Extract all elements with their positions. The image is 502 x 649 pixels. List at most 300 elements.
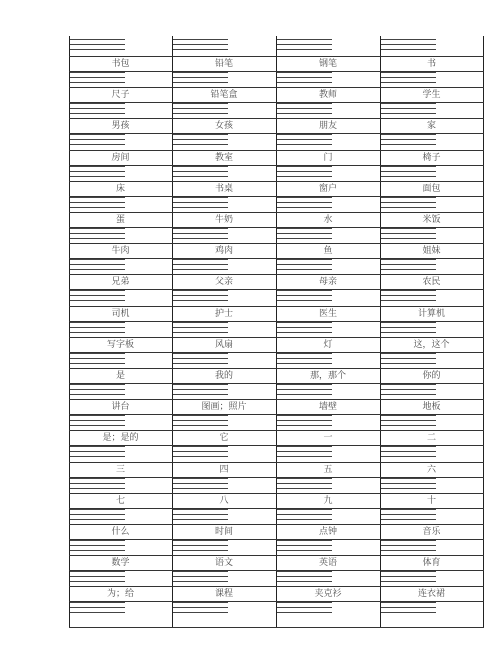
- writing-line: [173, 44, 228, 45]
- writing-line: [173, 545, 228, 546]
- writing-line: [381, 72, 436, 73]
- writing-line: [277, 269, 332, 270]
- writing-line: [277, 264, 332, 265]
- vocab-word: 点钟: [318, 527, 337, 537]
- writing-line: [381, 384, 436, 385]
- writing-line: [70, 514, 125, 515]
- writing-line: [277, 171, 332, 172]
- writing-line: [70, 176, 125, 177]
- writing-line: [381, 44, 436, 45]
- vocab-word: 女孩: [214, 121, 233, 132]
- writing-line: [173, 103, 228, 104]
- writing-line: [70, 290, 125, 291]
- writing-line: [70, 103, 125, 104]
- writing-line: [173, 264, 228, 265]
- row-rule: [69, 570, 484, 571]
- writing-line: [277, 197, 332, 198]
- writing-line: [381, 545, 436, 546]
- writing-line: [70, 269, 125, 270]
- writing-line: [173, 290, 228, 291]
- writing-line: [277, 456, 332, 457]
- writing-line: [70, 571, 125, 572]
- vocab-word: 牛肉: [111, 246, 130, 257]
- writing-line: [173, 82, 228, 83]
- row-rule: [69, 414, 484, 415]
- writing-line: [70, 238, 125, 239]
- writing-line: [70, 197, 125, 198]
- writing-line: [173, 233, 228, 234]
- writing-line: [173, 238, 228, 239]
- row-rule: [69, 71, 484, 72]
- writing-line: [173, 519, 228, 520]
- vocab-word: 二: [426, 433, 436, 444]
- writing-line: [70, 384, 125, 385]
- vocab-word: 体育: [422, 558, 441, 569]
- writing-line: [70, 44, 125, 45]
- writing-line: [277, 488, 332, 489]
- vocab-word: 母亲: [318, 277, 337, 288]
- writing-line: [173, 394, 228, 395]
- writing-line: [173, 488, 228, 489]
- vocab-word: 姐妹: [422, 246, 441, 257]
- writing-line: [173, 612, 228, 613]
- writing-line: [173, 49, 228, 50]
- writing-line: [381, 425, 436, 426]
- writing-line: [381, 49, 436, 50]
- writing-line: [277, 545, 332, 546]
- writing-line: [173, 509, 228, 510]
- writing-line: [70, 612, 125, 613]
- vocab-word: 学生: [422, 90, 441, 101]
- vocab-word: 我的: [214, 371, 233, 381]
- vocab-word: 门: [323, 152, 333, 163]
- writing-line: [381, 456, 436, 457]
- vocab-word: 数学: [111, 558, 130, 569]
- writing-line: [381, 612, 436, 613]
- writing-line: [70, 207, 125, 208]
- vocab-word: 房间: [111, 152, 130, 163]
- writing-line: [70, 488, 125, 489]
- writing-line: [381, 77, 436, 78]
- vocab-word: 什么: [111, 527, 130, 537]
- vocab-word: 尺子: [111, 90, 130, 101]
- writing-line: [70, 49, 125, 50]
- writing-line: [381, 134, 436, 135]
- vocab-word: 三: [115, 464, 125, 475]
- writing-line: [381, 139, 436, 140]
- writing-line: [173, 176, 228, 177]
- row-rule: [69, 227, 484, 228]
- writing-line: [70, 332, 125, 333]
- writing-line: [70, 72, 125, 73]
- writing-line: [277, 425, 332, 426]
- writing-line: [173, 134, 228, 135]
- vocab-word: 护士: [214, 308, 233, 319]
- writing-line: [173, 327, 228, 328]
- vocab-word: 椅子: [422, 152, 441, 163]
- writing-line: [381, 602, 436, 603]
- writing-line: [173, 295, 228, 296]
- writing-line: [381, 238, 436, 239]
- writing-line: [70, 456, 125, 457]
- vocab-word: 是: [115, 371, 125, 381]
- writing-line: [277, 363, 332, 364]
- writing-line: [70, 139, 125, 140]
- writing-line: [70, 264, 125, 265]
- vocab-word: 朋友: [318, 121, 337, 132]
- writing-line: [381, 358, 436, 359]
- writing-line: [173, 576, 228, 577]
- writing-line: [381, 415, 436, 416]
- writing-line: [277, 103, 332, 104]
- writing-line: [70, 108, 125, 109]
- writing-line: [277, 139, 332, 140]
- vocab-word: 蛋: [115, 215, 125, 225]
- vocab-word: 医生: [318, 308, 337, 319]
- writing-line: [173, 456, 228, 457]
- writing-line: [381, 488, 436, 489]
- writing-line: [70, 259, 125, 260]
- vocab-word: 语文: [214, 558, 233, 569]
- writing-line: [173, 113, 228, 114]
- writing-line: [277, 540, 332, 541]
- writing-line: [173, 39, 228, 40]
- vocab-word: 图画；照片: [201, 402, 247, 413]
- writing-line: [70, 519, 125, 520]
- writing-line: [173, 446, 228, 447]
- writing-line: [70, 415, 125, 416]
- writing-line: [70, 581, 125, 582]
- row-rule: [69, 352, 484, 353]
- writing-line: [381, 332, 436, 333]
- writing-line: [70, 202, 125, 203]
- row-rule: [69, 383, 484, 384]
- writing-line: [70, 451, 125, 452]
- writing-line: [173, 358, 228, 359]
- writing-line: [277, 353, 332, 354]
- writing-line: [277, 394, 332, 395]
- writing-line: [277, 77, 332, 78]
- writing-line: [173, 514, 228, 515]
- row-rule: [69, 102, 484, 103]
- writing-line: [173, 415, 228, 416]
- vocab-word: 窗户: [318, 183, 337, 194]
- writing-line: [173, 602, 228, 603]
- writing-line: [173, 451, 228, 452]
- writing-line: [277, 44, 332, 45]
- vocab-word: 墙壁: [318, 402, 337, 413]
- writing-line: [381, 103, 436, 104]
- writing-line: [277, 576, 332, 577]
- vocab-word: 六: [426, 464, 436, 475]
- writing-line: [381, 39, 436, 40]
- writing-line: [277, 300, 332, 301]
- vocab-word: 这，这个: [413, 339, 450, 350]
- writing-line: [277, 176, 332, 177]
- writing-line: [277, 519, 332, 520]
- writing-line: [173, 425, 228, 426]
- writing-line: [173, 139, 228, 140]
- writing-line: [70, 327, 125, 328]
- writing-line: [381, 228, 436, 229]
- writing-line: [173, 483, 228, 484]
- vocab-word: 那，那个: [309, 371, 346, 381]
- writing-line: [277, 228, 332, 229]
- writing-line: [70, 228, 125, 229]
- writing-line: [70, 77, 125, 78]
- row-rule: [69, 477, 484, 478]
- writing-line: [173, 540, 228, 541]
- row-rule: [69, 601, 484, 602]
- writing-line: [173, 478, 228, 479]
- vocab-word: 连衣裙: [417, 589, 445, 600]
- vocab-word: 你的: [422, 371, 441, 381]
- writing-line: [70, 82, 125, 83]
- vocab-word: 为；给: [106, 589, 134, 600]
- writing-line: [277, 134, 332, 135]
- writing-line: [70, 550, 125, 551]
- writing-line: [70, 353, 125, 354]
- writing-line: [277, 478, 332, 479]
- writing-line: [70, 300, 125, 301]
- writing-line: [277, 602, 332, 603]
- writing-line: [173, 332, 228, 333]
- vocab-word: 五: [323, 464, 333, 475]
- writing-line: [381, 483, 436, 484]
- writing-line: [381, 446, 436, 447]
- writing-line: [381, 269, 436, 270]
- vocab-word: 课程: [214, 589, 233, 600]
- vocab-word: 牛奶: [214, 215, 233, 225]
- writing-line: [70, 322, 125, 323]
- vocab-word: 教室: [214, 152, 233, 163]
- writing-line: [277, 82, 332, 83]
- writing-line: [70, 39, 125, 40]
- row-rule: [69, 445, 484, 446]
- writing-line: [70, 602, 125, 603]
- vocab-word: 兄弟: [111, 277, 130, 288]
- writing-line: [277, 514, 332, 515]
- writing-line: [70, 545, 125, 546]
- writing-line: [381, 166, 436, 167]
- writing-line: [277, 202, 332, 203]
- writing-line: [70, 576, 125, 577]
- writing-line: [70, 394, 125, 395]
- writing-line: [70, 509, 125, 510]
- vocabulary-worksheet: [69, 36, 484, 628]
- writing-line: [70, 425, 125, 426]
- writing-line: [277, 322, 332, 323]
- writing-line: [173, 363, 228, 364]
- writing-line: [173, 607, 228, 608]
- writing-line: [277, 166, 332, 167]
- writing-line: [173, 144, 228, 145]
- vocab-word: 风扇: [214, 339, 233, 350]
- writing-line: [381, 207, 436, 208]
- writing-line: [381, 295, 436, 296]
- vocab-word: 水: [323, 215, 333, 225]
- writing-line: [173, 202, 228, 203]
- writing-line: [173, 300, 228, 301]
- writing-line: [173, 77, 228, 78]
- writing-line: [70, 113, 125, 114]
- vocab-word: 音乐: [422, 527, 441, 537]
- writing-line: [173, 550, 228, 551]
- vocab-word: 计算机: [417, 308, 445, 319]
- vocab-word: 十: [426, 495, 436, 506]
- row-rule: [69, 627, 484, 628]
- writing-line: [173, 197, 228, 198]
- vocab-word: 米饭: [422, 215, 441, 225]
- writing-line: [277, 72, 332, 73]
- writing-line: [381, 108, 436, 109]
- writing-line: [381, 550, 436, 551]
- writing-line: [70, 144, 125, 145]
- writing-line: [70, 389, 125, 390]
- vocab-word: 写字板: [106, 339, 134, 350]
- writing-line: [173, 207, 228, 208]
- writing-line: [381, 451, 436, 452]
- vocab-word: 九: [323, 495, 333, 506]
- writing-line: [381, 576, 436, 577]
- writing-line: [277, 207, 332, 208]
- writing-line: [381, 514, 436, 515]
- writing-line: [277, 509, 332, 510]
- vocab-word: 七: [115, 495, 125, 506]
- vocab-word: 鱼: [323, 246, 333, 257]
- writing-line: [277, 451, 332, 452]
- writing-line: [381, 322, 436, 323]
- vocab-word: 时间: [214, 527, 233, 537]
- writing-line: [381, 202, 436, 203]
- writing-line: [70, 358, 125, 359]
- writing-line: [173, 581, 228, 582]
- vocab-word: 它: [219, 433, 229, 444]
- writing-line: [173, 322, 228, 323]
- writing-line: [381, 300, 436, 301]
- writing-line: [277, 612, 332, 613]
- writing-line: [277, 39, 332, 40]
- row-rule: [69, 539, 484, 540]
- vocab-word: 家: [426, 121, 436, 132]
- writing-line: [70, 607, 125, 608]
- writing-line: [277, 233, 332, 234]
- row-rule: [69, 289, 484, 290]
- row-rule: [69, 165, 484, 166]
- writing-line: [173, 259, 228, 260]
- writing-line: [381, 171, 436, 172]
- writing-line: [70, 363, 125, 364]
- row-rule: [69, 321, 484, 322]
- writing-line: [277, 238, 332, 239]
- writing-line: [70, 166, 125, 167]
- writing-line: [381, 264, 436, 265]
- writing-line: [277, 295, 332, 296]
- writing-line: [277, 389, 332, 390]
- writing-line: [381, 607, 436, 608]
- writing-line: [277, 113, 332, 114]
- vocab-word: 鸡肉: [214, 246, 233, 257]
- writing-line: [277, 108, 332, 109]
- writing-line: [277, 415, 332, 416]
- writing-line: [70, 420, 125, 421]
- vocab-word: 面包: [422, 183, 441, 194]
- vocab-word: 地板: [422, 402, 441, 413]
- writing-line: [70, 540, 125, 541]
- writing-line: [277, 550, 332, 551]
- vocab-word: 农民: [422, 277, 441, 288]
- writing-line: [173, 72, 228, 73]
- writing-line: [381, 478, 436, 479]
- writing-line: [381, 420, 436, 421]
- vocab-word: 书桌: [214, 183, 233, 194]
- writing-line: [70, 483, 125, 484]
- writing-line: [277, 607, 332, 608]
- writing-line: [173, 420, 228, 421]
- writing-line: [381, 519, 436, 520]
- row-rule: [69, 508, 484, 509]
- writing-line: [173, 166, 228, 167]
- vocab-word: 教师: [318, 90, 337, 101]
- row-rule: [69, 196, 484, 197]
- row-rule: [69, 258, 484, 259]
- writing-line: [277, 259, 332, 260]
- writing-line: [277, 420, 332, 421]
- writing-line: [381, 581, 436, 582]
- vocab-word: 铅笔: [214, 59, 233, 69]
- vocab-word: 夹克衫: [314, 589, 342, 600]
- writing-line: [381, 290, 436, 291]
- writing-line: [277, 571, 332, 572]
- writing-line: [70, 478, 125, 479]
- vocab-word: 司机: [111, 308, 130, 319]
- vocab-word: 四: [219, 464, 229, 475]
- writing-line: [381, 82, 436, 83]
- writing-line: [381, 389, 436, 390]
- writing-line: [381, 233, 436, 234]
- vocab-word: 一: [323, 433, 333, 444]
- writing-line: [70, 233, 125, 234]
- row-rule: [69, 133, 484, 134]
- writing-line: [277, 384, 332, 385]
- writing-line: [277, 49, 332, 50]
- writing-line: [173, 228, 228, 229]
- vocab-word: 书: [426, 59, 436, 69]
- writing-line: [173, 269, 228, 270]
- writing-line: [381, 197, 436, 198]
- vocab-word: 父亲: [214, 277, 233, 288]
- vocab-word: 床: [115, 183, 125, 194]
- vocab-word: 灯: [323, 339, 333, 350]
- writing-line: [70, 134, 125, 135]
- writing-line: [277, 581, 332, 582]
- writing-line: [70, 171, 125, 172]
- writing-line: [381, 144, 436, 145]
- writing-line: [381, 113, 436, 114]
- writing-line: [381, 259, 436, 260]
- writing-line: [173, 353, 228, 354]
- writing-line: [381, 353, 436, 354]
- vocab-word: 钢笔: [318, 59, 337, 69]
- writing-line: [381, 509, 436, 510]
- vocab-word: 铅笔盒: [210, 90, 238, 101]
- writing-line: [277, 144, 332, 145]
- writing-line: [277, 358, 332, 359]
- writing-line: [70, 446, 125, 447]
- vocab-word: 男孩: [111, 121, 130, 132]
- vocab-word: 书包: [111, 59, 130, 69]
- writing-line: [381, 540, 436, 541]
